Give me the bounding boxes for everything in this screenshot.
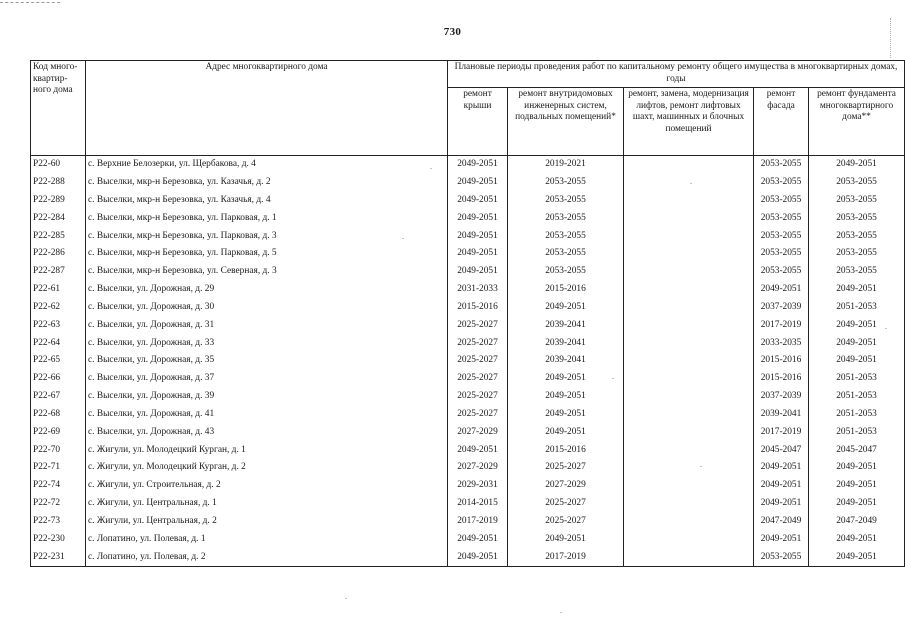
cell-foundation: 2053-2055 <box>809 210 905 228</box>
cell-engineering: 2019-2021 <box>508 156 624 174</box>
cell-foundation: 2049-2051 <box>809 459 905 477</box>
header-engineering: ремонт внутридомовых инженерных систем, подвальных помещений* <box>508 88 624 156</box>
cell-facade: 2053-2055 <box>754 210 809 228</box>
cell-lifts <box>624 531 754 549</box>
table-row <box>31 210 905 228</box>
table-row <box>31 406 905 424</box>
scan-speck <box>402 238 404 239</box>
cell-facade: 2053-2055 <box>754 549 809 567</box>
cell-foundation: 2049-2051 <box>809 156 905 174</box>
header-roof: ремонт крыши <box>448 88 508 156</box>
cell-engineering: 2053-2055 <box>508 245 624 263</box>
cell-engineering: 2053-2055 <box>508 192 624 210</box>
cell-foundation: 2053-2055 <box>809 245 905 263</box>
cell-engineering: 2049-2051 <box>508 424 624 442</box>
cell-code: Р22-70 <box>31 442 86 460</box>
cell-code: Р22-67 <box>31 388 86 406</box>
cell-foundation: 2053-2055 <box>809 192 905 210</box>
page-number: 730 <box>443 26 462 38</box>
cell-code: Р22-68 <box>31 406 86 424</box>
cell-address: с. Выселки, мкр-н Березовка, ул. Парковая, д. 1 <box>86 210 448 228</box>
cell-roof: 2025-2027 <box>448 317 508 335</box>
cell-address: с. Выселки, мкр-н Березовка, ул. Парковая, д. 3 <box>86 227 448 245</box>
cell-code: Р22-285 <box>31 227 86 245</box>
cell-foundation: 2049-2051 <box>809 477 905 495</box>
cell-address: с. Выселки, ул. Дорожная, д. 43 <box>86 424 448 442</box>
table-row <box>31 156 905 174</box>
cell-roof: 2049-2051 <box>448 263 508 281</box>
cell-facade: 2053-2055 <box>754 192 809 210</box>
cell-roof: 2049-2051 <box>448 531 508 549</box>
cell-facade: 2037-2039 <box>754 388 809 406</box>
cell-address: с. Жигули, ул. Молодецкий Курган, д. 2 <box>86 459 448 477</box>
cell-address: с. Жигули, ул. Строительная, д. 2 <box>86 477 448 495</box>
cell-roof: 2049-2051 <box>448 442 508 460</box>
cell-code: Р22-64 <box>31 334 86 352</box>
scan-speck <box>430 168 432 169</box>
cell-facade: 2017-2019 <box>754 424 809 442</box>
cell-facade: 2049-2051 <box>754 531 809 549</box>
cell-lifts <box>624 477 754 495</box>
cell-code: Р22-286 <box>31 245 86 263</box>
cell-lifts <box>624 281 754 299</box>
table-row <box>31 174 905 192</box>
cell-roof: 2017-2019 <box>448 513 508 531</box>
cell-lifts <box>624 227 754 245</box>
cell-address: с. Жигули, ул. Центральная, д. 2 <box>86 513 448 531</box>
table-row <box>31 245 905 263</box>
scan-speck <box>560 612 562 613</box>
cell-lifts <box>624 263 754 281</box>
cell-facade: 2049-2051 <box>754 459 809 477</box>
table-row <box>31 495 905 513</box>
cell-address: с. Лопатино, ул. Полевая, д. 2 <box>86 549 448 567</box>
cell-address: с. Выселки, мкр-н Березовка, ул. Казачья, д. 2 <box>86 174 448 192</box>
cell-facade: 2047-2049 <box>754 513 809 531</box>
cell-address: с. Выселки, мкр-н Березовка, ул. Парковая, д. 5 <box>86 245 448 263</box>
cell-roof: 2049-2051 <box>448 174 508 192</box>
cell-code: Р22-62 <box>31 299 86 317</box>
cell-address: с. Выселки, ул. Дорожная, д. 37 <box>86 370 448 388</box>
cell-code: Р22-63 <box>31 317 86 335</box>
cell-code: Р22-74 <box>31 477 86 495</box>
cell-lifts <box>624 513 754 531</box>
cell-engineering: 2025-2027 <box>508 513 624 531</box>
cell-code: Р22-73 <box>31 513 86 531</box>
cell-code: Р22-287 <box>31 263 86 281</box>
cell-engineering: 2039-2041 <box>508 334 624 352</box>
cell-code: Р22-61 <box>31 281 86 299</box>
cell-roof: 2049-2051 <box>448 192 508 210</box>
cell-lifts <box>624 174 754 192</box>
cell-foundation: 2049-2051 <box>809 531 905 549</box>
scan-speck <box>700 466 702 467</box>
cell-address: с. Выселки, ул. Дорожная, д. 39 <box>86 388 448 406</box>
cell-foundation: 2049-2051 <box>809 281 905 299</box>
cell-code: Р22-230 <box>31 531 86 549</box>
cell-code: Р22-72 <box>31 495 86 513</box>
table-row <box>31 442 905 460</box>
cell-roof: 2015-2016 <box>448 299 508 317</box>
cell-roof: 2025-2027 <box>448 388 508 406</box>
cell-lifts <box>624 156 754 174</box>
cell-address: с. Выселки, мкр-н Березовка, ул. Казачья, д. 4 <box>86 192 448 210</box>
cell-facade: 2033-2035 <box>754 334 809 352</box>
cell-facade: 2017-2019 <box>754 317 809 335</box>
cell-lifts <box>624 192 754 210</box>
scan-speck <box>612 378 614 379</box>
cell-code: Р22-60 <box>31 156 86 174</box>
cell-lifts <box>624 406 754 424</box>
cell-engineering: 2049-2051 <box>508 388 624 406</box>
cell-roof: 2029-2031 <box>448 477 508 495</box>
header-address: Адрес многоквартирного дома <box>86 61 448 156</box>
table-row <box>31 334 905 352</box>
cell-code: Р22-284 <box>31 210 86 228</box>
table-body <box>31 156 905 567</box>
cell-engineering: 2049-2051 <box>508 531 624 549</box>
table-row <box>31 388 905 406</box>
header-foundation: ремонт фундамента многоквартирного дома** <box>809 88 905 156</box>
cell-roof: 2049-2051 <box>448 245 508 263</box>
scan-speck <box>345 598 347 599</box>
cell-engineering: 2049-2051 <box>508 406 624 424</box>
table-row <box>31 424 905 442</box>
cell-lifts <box>624 334 754 352</box>
header-facade: ремонт фасада <box>754 88 809 156</box>
cell-engineering: 2039-2041 <box>508 352 624 370</box>
cell-lifts <box>624 245 754 263</box>
cell-facade: 2049-2051 <box>754 477 809 495</box>
cell-foundation: 2049-2051 <box>809 352 905 370</box>
cell-facade: 2049-2051 <box>754 495 809 513</box>
cell-roof: 2049-2051 <box>448 210 508 228</box>
table-row <box>31 227 905 245</box>
cell-address: с. Выселки, ул. Дорожная, д. 30 <box>86 299 448 317</box>
cell-foundation: 2053-2055 <box>809 174 905 192</box>
cell-foundation: 2045-2047 <box>809 442 905 460</box>
cell-code: Р22-66 <box>31 370 86 388</box>
table-row <box>31 192 905 210</box>
cell-roof: 2027-2029 <box>448 424 508 442</box>
cell-engineering: 2053-2055 <box>508 263 624 281</box>
cell-engineering: 2025-2027 <box>508 459 624 477</box>
cell-facade: 2053-2055 <box>754 227 809 245</box>
cell-code: Р22-71 <box>31 459 86 477</box>
cell-code: Р22-289 <box>31 192 86 210</box>
cell-facade: 2049-2051 <box>754 281 809 299</box>
cell-engineering: 2053-2055 <box>508 174 624 192</box>
cell-roof: 2025-2027 <box>448 370 508 388</box>
cell-engineering: 2015-2016 <box>508 281 624 299</box>
table-row <box>31 281 905 299</box>
cell-foundation: 2051-2053 <box>809 388 905 406</box>
cell-lifts <box>624 388 754 406</box>
cell-lifts <box>624 442 754 460</box>
cell-address: с. Лопатино, ул. Полевая, д. 1 <box>86 531 448 549</box>
cell-engineering: 2039-2041 <box>508 317 624 335</box>
cell-roof: 2049-2051 <box>448 549 508 567</box>
cell-address: с. Верхние Белозерки, ул. Щербакова, д. 4 <box>86 156 448 174</box>
cell-lifts <box>624 370 754 388</box>
table-row <box>31 477 905 495</box>
cell-facade: 2037-2039 <box>754 299 809 317</box>
cell-facade: 2053-2055 <box>754 245 809 263</box>
cell-foundation: 2051-2053 <box>809 299 905 317</box>
cell-engineering: 2015-2016 <box>508 442 624 460</box>
table-row <box>31 299 905 317</box>
cell-facade: 2053-2055 <box>754 174 809 192</box>
scan-edge-mark <box>0 2 60 3</box>
cell-engineering: 2049-2051 <box>508 370 624 388</box>
cell-foundation: 2049-2051 <box>809 495 905 513</box>
cell-lifts <box>624 352 754 370</box>
cell-lifts <box>624 549 754 567</box>
cell-address: с. Жигули, ул. Молодецкий Курган, д. 1 <box>86 442 448 460</box>
cell-foundation: 2053-2055 <box>809 263 905 281</box>
cell-code: Р22-69 <box>31 424 86 442</box>
cell-foundation: 2047-2049 <box>809 513 905 531</box>
cell-lifts <box>624 424 754 442</box>
header-code: Код много-квартир-ного дома <box>31 61 86 156</box>
cell-address: с. Выселки, ул. Дорожная, д. 33 <box>86 334 448 352</box>
cell-lifts <box>624 299 754 317</box>
cell-address: с. Выселки, ул. Дорожная, д. 35 <box>86 352 448 370</box>
header-periods-group: Плановые периоды проведения работ по капитальному ремонту общего имущества в многоквартирных домах, годы <box>448 61 905 88</box>
cell-engineering: 2049-2051 <box>508 299 624 317</box>
cell-engineering: 2053-2055 <box>508 210 624 228</box>
cell-lifts <box>624 317 754 335</box>
table-row <box>31 459 905 477</box>
cell-address: с. Выселки, ул. Дорожная, д. 31 <box>86 317 448 335</box>
cell-foundation: 2049-2051 <box>809 334 905 352</box>
cell-code: Р22-231 <box>31 549 86 567</box>
table-row <box>31 352 905 370</box>
cell-foundation: 2049-2051 <box>809 317 905 335</box>
header-lifts: ремонт, замена, модернизация лифтов, ремонт лифтовых шахт, машинных и блочных помещений <box>624 88 754 156</box>
table-row <box>31 513 905 531</box>
cell-code: Р22-288 <box>31 174 86 192</box>
cell-address: с. Выселки, ул. Дорожная, д. 29 <box>86 281 448 299</box>
cell-engineering: 2027-2029 <box>508 477 624 495</box>
cell-roof: 2049-2051 <box>448 156 508 174</box>
cell-engineering: 2025-2027 <box>508 495 624 513</box>
cell-foundation: 2051-2053 <box>809 406 905 424</box>
cell-facade: 2039-2041 <box>754 406 809 424</box>
cell-foundation: 2051-2053 <box>809 370 905 388</box>
table-row <box>31 549 905 567</box>
table-row <box>31 263 905 281</box>
table-row <box>31 370 905 388</box>
cell-roof: 2025-2027 <box>448 406 508 424</box>
cell-engineering: 2053-2055 <box>508 227 624 245</box>
cell-address: с. Выселки, ул. Дорожная, д. 41 <box>86 406 448 424</box>
capital-repair-table <box>30 60 905 567</box>
table-row <box>31 317 905 335</box>
cell-roof: 2049-2051 <box>448 227 508 245</box>
cell-roof: 2031-2033 <box>448 281 508 299</box>
scan-speck <box>690 183 692 184</box>
cell-roof: 2025-2027 <box>448 352 508 370</box>
cell-facade: 2015-2016 <box>754 352 809 370</box>
cell-foundation: 2049-2051 <box>809 549 905 567</box>
cell-facade: 2015-2016 <box>754 370 809 388</box>
cell-address: с. Жигули, ул. Центральная, д. 1 <box>86 495 448 513</box>
cell-code: Р22-65 <box>31 352 86 370</box>
cell-roof: 2014-2015 <box>448 495 508 513</box>
cell-facade: 2053-2055 <box>754 263 809 281</box>
table-row <box>31 531 905 549</box>
cell-foundation: 2051-2053 <box>809 424 905 442</box>
cell-foundation: 2053-2055 <box>809 227 905 245</box>
cell-lifts <box>624 210 754 228</box>
cell-facade: 2053-2055 <box>754 156 809 174</box>
scan-speck <box>885 328 887 329</box>
cell-lifts <box>624 459 754 477</box>
cell-roof: 2027-2029 <box>448 459 508 477</box>
cell-lifts <box>624 495 754 513</box>
cell-roof: 2025-2027 <box>448 334 508 352</box>
scan-edge-mark-right <box>880 18 891 58</box>
cell-engineering: 2017-2019 <box>508 549 624 567</box>
cell-address: с. Выселки, мкр-н Березовка, ул. Северная, д. 3 <box>86 263 448 281</box>
cell-facade: 2045-2047 <box>754 442 809 460</box>
